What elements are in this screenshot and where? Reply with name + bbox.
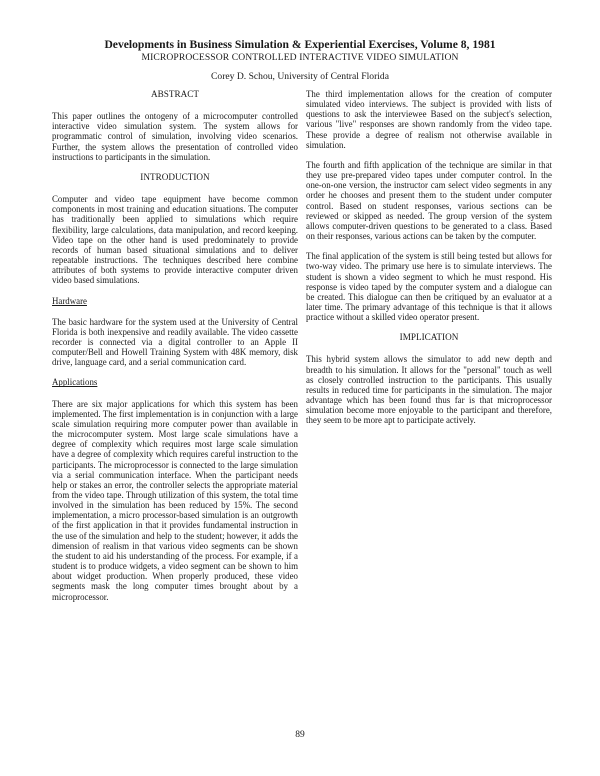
fourth-fifth-application-paragraph: The fourth and fifth application of the technique are similar in that they use pre-prepared video tapes under computer control. In the one-on-one version, the instructor cam select video segments in any order he chooses and present them to the student under computer control. Based on student responses, various sections can be reviewed or skipped as needed. The group version of the system allows computer-driven questions to be generated to a class. Based on their responses, various actions can be taken by the computer. <box>306 159 552 242</box>
paper-title: MICROPROCESSOR CONTROLLED INTERACTIVE VIDEO SIMULATION <box>141 52 459 63</box>
final-application-paragraph: The final application of the system is still being tested but allows for two-way video. The primary use here is to simulate interviews. The student is shown a video segment to which he must respond. His response is video taped by the computer system and a dialogue can be created. This dialogue can then be critiqued by an evaluator at a later time. The primary advantage of this technique is that it allows practice without a skilled video operator present. <box>306 251 552 323</box>
applications-heading: Applications <box>52 377 98 388</box>
page-number: 89 <box>295 730 305 740</box>
implication-paragraph: This hybrid system allows the simulator to add new depth and breadth to his simulation. It allows for the "personal" touch as well as closely controlled instruction to the participants. This usually results in reduced time for participants in the simulation. The major advantage which has been found thus far is that microprocessor simulation become more enjoyable to the participant and therefore, they seem to be more apt to participate actively. <box>306 354 552 426</box>
abstract-heading: ABSTRACT <box>151 89 199 99</box>
left-column <box>52 89 298 612</box>
right-column <box>306 89 552 436</box>
implication-heading: IMPLICATION <box>399 332 459 343</box>
abstract-paragraph: This paper outlines the ontogeny of a microcomputer controlled interactive video simulation system. The system allows for programmatic control of simulation, involving video scenarios. Further, the system allows the presentation of controlled video instructions to participants in the simulation. <box>52 111 298 162</box>
third-implementation-paragraph: The third implementation allows for the creation of computer simulated video interviews. The subject is provided with lists of questions to ask the interviewee Based on the subject's selection, various "live" responses are shown randomly from the video tape. These provide a degree of realism not otherwise available in simulation. <box>306 89 552 150</box>
journal-header: Developments in Business Simulation & Experiential Exercises, Volume 8, 1981 <box>104 38 496 51</box>
author-line: Corey D. Schou, University of Central Florida <box>211 71 389 82</box>
hardware-paragraph: The basic hardware for the system used at the University of Central Florida is both inexpensive and readily available. The video cassette recorder is connected via a digital controller to an Apple II computer/Bell and Howell Training System with 48K memory, disk drive, language card, and a serial communication card. <box>52 316 298 368</box>
applications-paragraph: There are six major applications for which this system has been implemented. The first implementation is in conjunction with a large scale simulation requiring more computer power than available in the microcomputer system. Most large scale simulations have a degree of complexity which requires most large scale simulation have a degree of complexity which requires careful instruction to the participants. The microprocessor is connected to the large simulation via a serial communication interface. When the participant needs help or stakes an error, the controller selects the appropriate material from the video tape. Through utilization of this system, the total time involved in the simulation has been reduced by 15%. The second implementation, a micro processor-based simulation is an outgrowth of the first application in that it provides fundamental instruction in the use of the simulation and help to the student; however, it adds the dimension of realism in that various video segments can be shown the student to aid his understanding of the process. For example, if a student is to produce widgets, a video segment can be shown to him about widget production. When properly produced, these video segments mask the long computer times brought about by a microprocessor. <box>52 398 298 602</box>
introduction-paragraph: Computer and video tape equipment have become common components in most training and education situations. The computer has traditionally been applied to simulations which require flexibility, large calculations, data manipulation, and record keeping. Video tape on the other hand is used predominately to provide records of human based situational simulations and to deliver repeatable instructions. The techniques described here combine attributes of both systems to provide interactive computer driven video based simulations. <box>52 194 298 286</box>
hardware-heading: Hardware <box>52 295 87 306</box>
introduction-heading: INTRODUCTION <box>140 171 210 182</box>
